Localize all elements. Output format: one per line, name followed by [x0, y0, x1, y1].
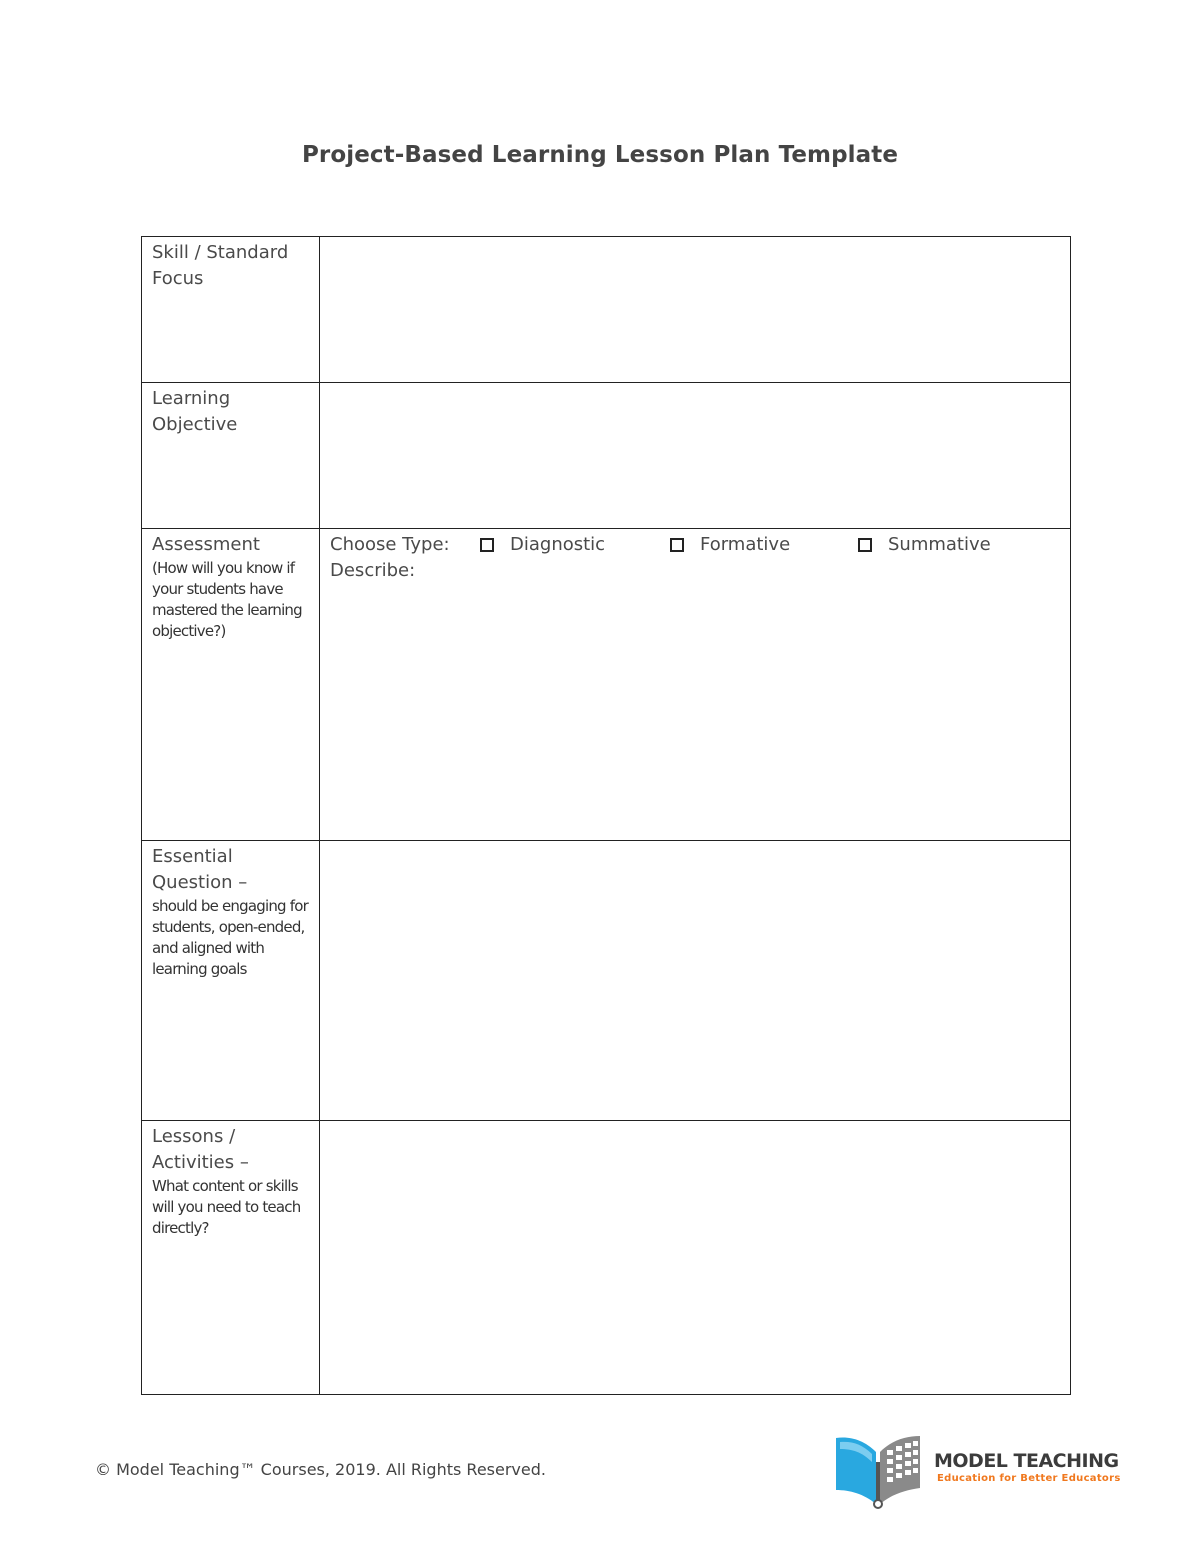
row-label: Learning Objective — [152, 388, 238, 435]
row-assessment — [142, 529, 1071, 841]
row-sublabel: What content or skills will you need to teach directly? — [152, 1177, 301, 1237]
checkbox-icon[interactable] — [670, 538, 684, 552]
assessment-field[interactable] — [320, 529, 1071, 841]
row-essential-question — [142, 841, 1071, 1121]
label-cell — [142, 1121, 320, 1395]
row-label: Lessons / Activities – — [152, 1126, 249, 1173]
row-label: Assessment — [152, 534, 260, 555]
row-learning-objective — [142, 383, 1071, 529]
essential-question-field[interactable] — [320, 841, 1071, 1121]
skill-standard-field[interactable] — [320, 237, 1071, 383]
lessons-activities-field[interactable] — [320, 1121, 1071, 1395]
learning-objective-field[interactable] — [320, 383, 1071, 529]
model-teaching-logo — [832, 1432, 1122, 1512]
choose-type-row — [330, 532, 1060, 558]
checkbox-icon[interactable] — [480, 538, 494, 552]
row-sublabel: (How will you know if your students have mastered the learning objective?) — [152, 559, 302, 640]
copyright-notice: © Model Teaching™ Courses, 2019. All Rights Reserved. — [95, 1460, 546, 1479]
describe-label: Describe: — [330, 560, 416, 581]
option-label: Diagnostic — [510, 534, 606, 555]
option-diagnostic[interactable] — [480, 532, 605, 558]
option-formative[interactable] — [670, 532, 790, 558]
option-label: Formative — [700, 534, 791, 555]
logo-tagline: Education for Better Educators — [937, 1473, 1121, 1484]
choose-type-label: Choose Type: — [330, 534, 450, 555]
row-sublabel: should be engaging for students, open-ended, and aligned with learning goals — [152, 897, 308, 978]
row-skill-standard — [142, 237, 1071, 383]
label-cell — [142, 841, 320, 1121]
lesson-plan-table — [141, 236, 1071, 1395]
option-summative[interactable] — [858, 532, 991, 558]
label-cell — [142, 529, 320, 841]
row-label: Skill / Standard Focus — [152, 242, 289, 289]
label-cell — [142, 383, 320, 529]
row-lessons-activities — [142, 1121, 1071, 1395]
label-cell — [142, 237, 320, 383]
logo-wordmark: MODEL TEACHING — [934, 1450, 1119, 1472]
document-title: Project-Based Learning Lesson Plan Template — [301, 142, 899, 168]
book-logo-icon — [832, 1432, 932, 1512]
row-label: Essential Question – — [152, 846, 248, 893]
option-label: Summative — [888, 534, 991, 555]
checkbox-icon[interactable] — [858, 538, 872, 552]
